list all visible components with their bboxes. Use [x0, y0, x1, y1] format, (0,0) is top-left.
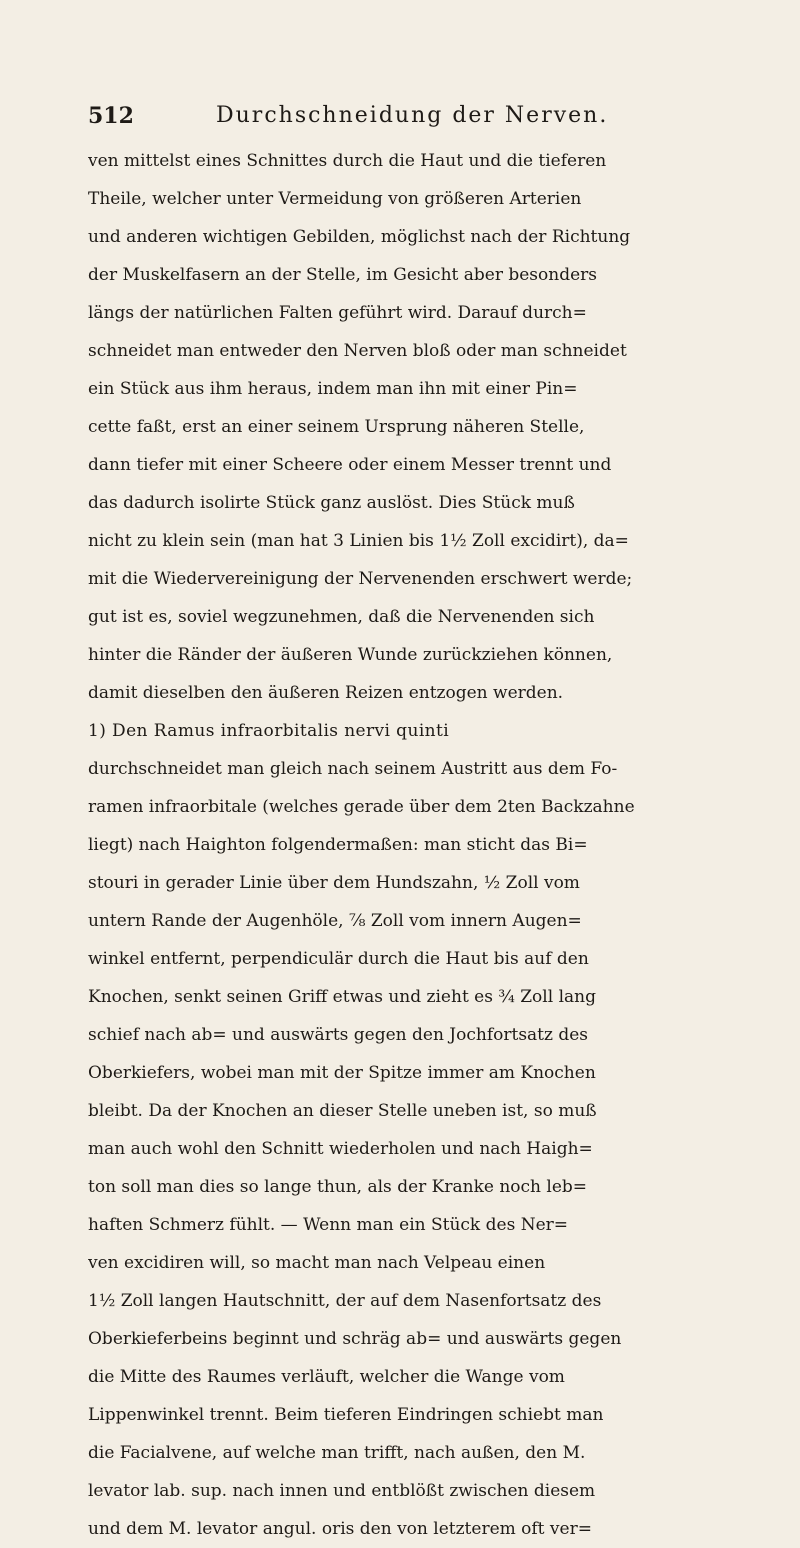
running-title: Durchschneidung der Nerven.	[216, 103, 609, 128]
text-line: Oberkiefers, wobei man mit der Spitze immer am Knochen	[88, 1063, 596, 1083]
text-line: cette faßt, erst an einer seinem Ursprung näheren Stelle,	[88, 417, 585, 437]
text-line: stouri in gerader Linie über dem Hundszahn, ½ Zoll vom	[88, 873, 580, 893]
text-line: Theile, welcher unter Vermeidung von größeren Arterien	[88, 189, 582, 209]
text-line: dann tiefer mit einer Scheere oder einem Messer trennt und	[88, 455, 612, 475]
text-line: ton soll man dies so lange thun, als der Kranke noch leb=	[88, 1177, 588, 1197]
text-line: damit dieselben den äußeren Reizen entzogen werden.	[88, 683, 564, 703]
text-line: ven mittelst eines Schnittes durch die Haut und die tieferen	[88, 151, 607, 171]
text-line: ein Stück aus ihm heraus, indem man ihn mit einer Pin=	[88, 379, 578, 399]
text-line: haften Schmerz fühlt. — Wenn man ein Stück des Ner=	[88, 1215, 569, 1235]
text-line: nicht zu klein sein (man hat 3 Linien bis 1½ Zoll excidirt), da=	[88, 531, 629, 551]
text-line: Knochen, senkt seinen Griff etwas und zieht es ¾ Zoll lang	[88, 987, 596, 1007]
text-line: hinter die Ränder der äußeren Wunde zurückziehen können,	[88, 645, 613, 665]
body-text	[88, 142, 788, 1548]
text-line: liegt) nach Haighton folgendermaßen: man sticht das Bi=	[88, 835, 588, 855]
page-header	[88, 98, 728, 134]
text-line: gut ist es, soviel wegzunehmen, daß die Nervenenden sich	[88, 607, 595, 627]
text-line: winkel entfernt, perpendiculär durch die Haut bis auf den	[88, 949, 589, 969]
text-line: Lippenwinkel trennt. Beim tieferen Eindringen schiebt man	[88, 1405, 604, 1425]
text-line: ven excidiren will, so macht man nach Velpeau einen	[88, 1253, 546, 1273]
text-line: durchschneidet man gleich nach seinem Austritt aus dem Fo-	[88, 759, 618, 779]
text-line: längs der natürlichen Falten geführt wird. Darauf durch=	[88, 303, 587, 323]
text-line: mit die Wiedervereinigung der Nervenenden erschwert werde;	[88, 569, 633, 589]
text-line: die Facialvene, auf welche man trifft, nach außen, den M.	[88, 1443, 586, 1463]
text-line: man auch wohl den Schnitt wiederholen und nach Haigh=	[88, 1139, 593, 1159]
section-heading-line: 1) Den Ramus infraorbitalis nervi quinti	[88, 721, 450, 741]
text-line: der Muskelfasern an der Stelle, im Gesicht aber besonders	[88, 265, 598, 285]
text-line: die Mitte des Raumes verläuft, welcher die Wange vom	[88, 1367, 565, 1387]
text-line: bleibt. Da der Knochen an dieser Stelle uneben ist, so muß	[88, 1101, 597, 1121]
text-line: Oberkieferbeins beginnt und schräg ab= und auswärts gegen	[88, 1329, 622, 1349]
text-line: und anderen wichtigen Gebilden, möglichst nach der Richtung	[88, 227, 631, 247]
text-line: ramen infraorbitale (welches gerade über dem 2ten Backzahne	[88, 797, 635, 817]
text-line: das dadurch isolirte Stück ganz auslöst. Dies Stück muß	[88, 493, 575, 513]
text-line: untern Rande der Augenhöle, ⅞ Zoll vom innern Augen=	[88, 911, 582, 931]
text-line: levator lab. sup. nach innen und entblößt zwischen diesem	[88, 1481, 596, 1501]
text-line: 1½ Zoll langen Hautschnitt, der auf dem Nasenfortsatz des	[88, 1291, 602, 1311]
page-number: 512	[88, 103, 134, 129]
text-line: und dem M. levator angul. oris den von letzterem oft ver=	[88, 1519, 592, 1539]
text-line: schneidet man entweder den Nerven bloß oder man schneidet	[88, 341, 627, 361]
text-line: schief nach ab= und auswärts gegen den Jochfortsatz des	[88, 1025, 589, 1045]
